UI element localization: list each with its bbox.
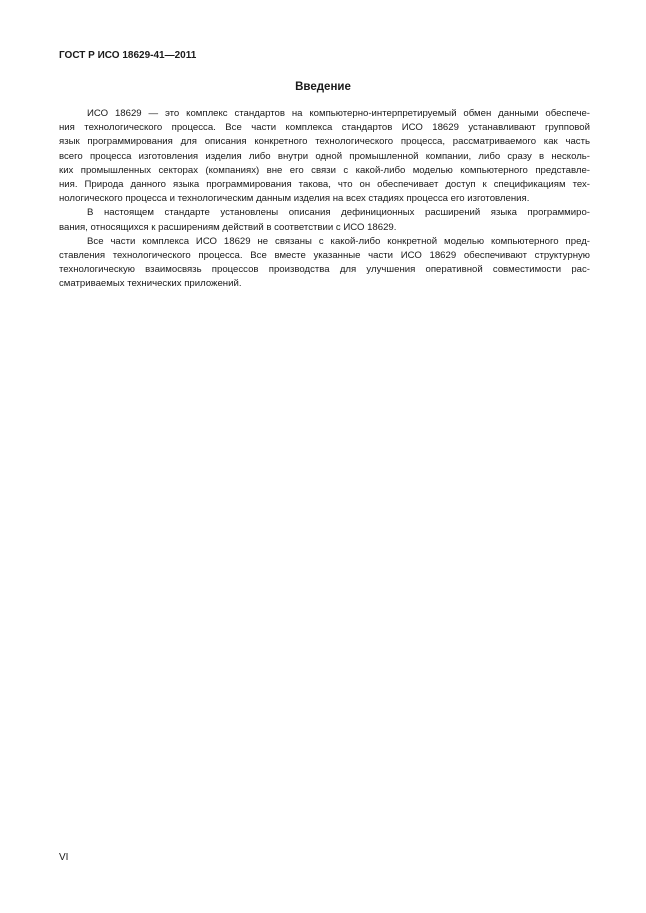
body-text bbox=[59, 107, 590, 291]
text-line: ставления технологического процесса. Все вместе указанные части ИСО 18629 обеспечивают структурную bbox=[59, 249, 590, 261]
paragraph-1 bbox=[59, 107, 590, 206]
paragraph-3 bbox=[59, 235, 590, 292]
document-header: ГОСТ Р ИСО 18629-41—2011 bbox=[59, 50, 197, 61]
text-line: язык программирования для описания конкретного технологического процесса, рассматриваемого как часть bbox=[59, 136, 590, 148]
text-line: ких промышленных секторах (компаниях) вне его связи с какой-либо моделью компьютерного представле- bbox=[59, 164, 590, 176]
text-line: ния технологического процесса. Все части комплекса стандартов ИСО 18629 устанавливают групповой bbox=[59, 122, 590, 134]
page-number: VI bbox=[59, 852, 69, 863]
text-line: всего процесса изготовления изделия либо внутри одной промышленной компании, либо сразу в несколь- bbox=[59, 150, 590, 162]
text-line: ния. Природа данного языка программирования такова, что он обеспечивает доступ к спецификациям тех- bbox=[59, 178, 590, 190]
paragraph-2 bbox=[59, 206, 590, 234]
text-line: Все части комплекса ИСО 18629 не связаны с какой-либо конкретной моделью компьютерного пред- bbox=[87, 235, 590, 247]
text-line: ИСО 18629 — это комплекс стандартов на компьютерно-интерпретируемый обмен данными обеспече- bbox=[87, 108, 590, 119]
text-line: сматриваемых технических приложений. bbox=[59, 278, 242, 290]
text-line: вания, относящихся к расширениям действий в соответствии с ИСО 18629. bbox=[59, 221, 397, 233]
text-line: нологического процесса и технологическим данным изделия на всех стадиях процесса его изготовления. bbox=[59, 193, 530, 205]
text-line: В настоящем стандарте установлены описания дефиниционных расширений языка программиро- bbox=[87, 207, 590, 219]
text-line: технологическую взаимосвязь процессов производства для улучшения оперативной совместимости рас- bbox=[59, 264, 590, 276]
section-title: Введение bbox=[295, 81, 351, 93]
